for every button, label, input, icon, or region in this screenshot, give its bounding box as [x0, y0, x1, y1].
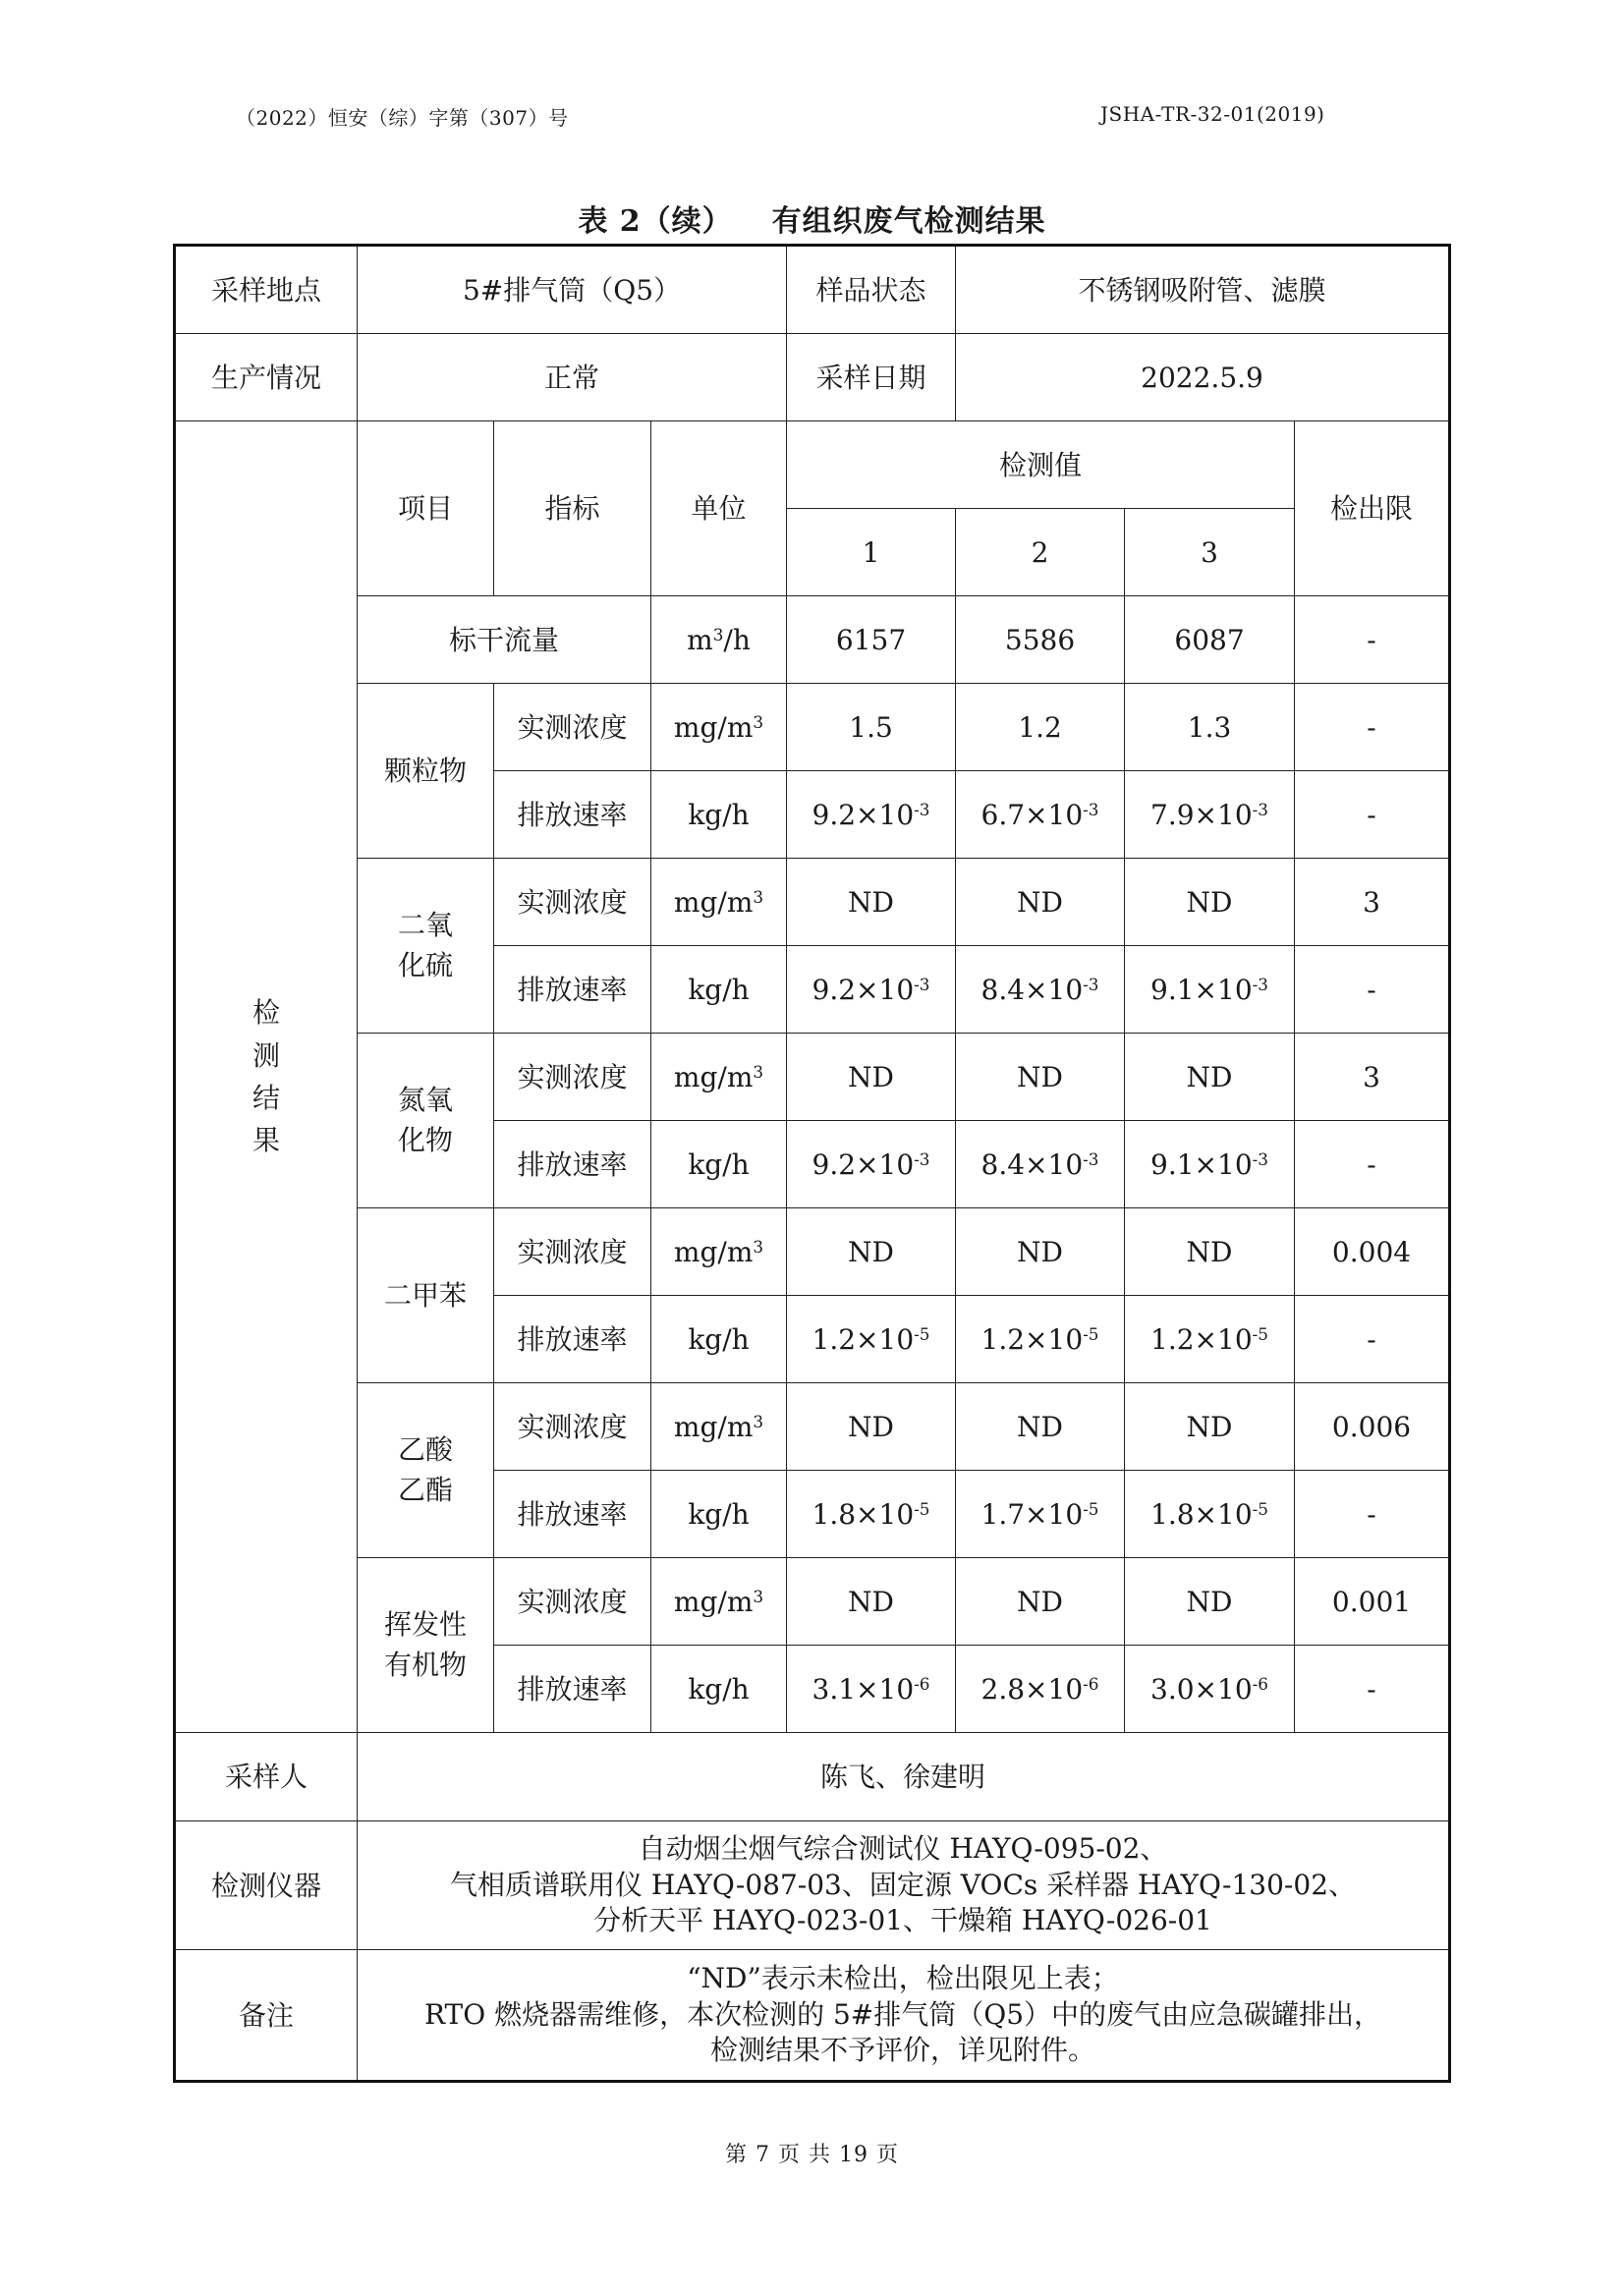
- limit: -: [1295, 684, 1450, 771]
- indicator-conc: 实测浓度: [494, 1383, 651, 1471]
- unit-rate: kg/h: [651, 771, 787, 859]
- unit-conc: $mg/m^3$: [651, 1208, 787, 1296]
- flow-v1: 6157: [787, 596, 956, 684]
- column-header-row-1: [175, 421, 1450, 509]
- unit-rate: kg/h: [651, 1471, 787, 1558]
- limit: -: [1295, 1646, 1450, 1733]
- value: ND: [787, 859, 956, 946]
- flow-unit: $m^3/h$: [651, 596, 787, 684]
- flow-v3: 6087: [1125, 596, 1295, 684]
- value: $9.1\times 10^{-3}$: [1125, 1121, 1295, 1208]
- sampler-label: 采样人: [175, 1733, 358, 1821]
- pollutant-name: 二甲苯: [358, 1208, 494, 1383]
- value: 1.2: [956, 684, 1125, 771]
- sample-state-value: 不锈钢吸附管、滤膜: [956, 246, 1450, 334]
- limit: -: [1295, 771, 1450, 859]
- limit: -: [1295, 1471, 1450, 1558]
- limit: -: [1295, 1121, 1450, 1208]
- value: $8.4\times 10^{-3}$: [956, 1121, 1125, 1208]
- value: ND: [1125, 1558, 1295, 1646]
- value: ND: [1125, 859, 1295, 946]
- remarks-label: 备注: [175, 1950, 358, 2082]
- value: $1.2\times 10^{-5}$: [1125, 1296, 1295, 1383]
- value: ND: [1125, 1208, 1295, 1296]
- value: ND: [956, 859, 1125, 946]
- value: $7.9\times 10^{-3}$: [1125, 771, 1295, 859]
- value: $8.4\times 10^{-3}$: [956, 946, 1125, 1034]
- sample-state-label: 样品状态: [787, 246, 956, 334]
- unit-rate: kg/h: [651, 946, 787, 1034]
- sampling-site-value: 5#排气筒（Q5）: [358, 246, 787, 334]
- indicator-conc: 实测浓度: [494, 1208, 651, 1296]
- indicator-rate: 排放速率: [494, 1296, 651, 1383]
- pollutant-name: 挥发性有机物: [358, 1558, 494, 1733]
- table-title-text: 有组织废气检测结果: [771, 204, 1046, 239]
- sampler-value: 陈飞、徐建明: [358, 1733, 1450, 1821]
- value: $9.2\times 10^{-3}$: [787, 946, 956, 1034]
- remarks-value: “ND”表示未检出，检出限见上表； RTO 燃烧器需维修，本次检测的 5#排气筒（Q5）中的废气由应急碳罐排出， 检测结果不予评价，详见附件。: [358, 1950, 1450, 2082]
- unit-conc: $mg/m^3$: [651, 1034, 787, 1121]
- pollutant-name: 二氧化硫: [358, 859, 494, 1034]
- value: $1.7\times 10^{-5}$: [956, 1471, 1125, 1558]
- pollutant-name: 氮氧化物: [358, 1034, 494, 1208]
- value: ND: [956, 1558, 1125, 1646]
- unit-conc: $mg/m^3$: [651, 1383, 787, 1471]
- limit: 3: [1295, 1034, 1450, 1121]
- value: $3.0\times 10^{-6}$: [1125, 1646, 1295, 1733]
- indicator-rate: 排放速率: [494, 946, 651, 1034]
- production-label: 生产情况: [175, 334, 358, 421]
- unit-rate: kg/h: [651, 1296, 787, 1383]
- sampling-date-label: 采样日期: [787, 334, 956, 421]
- col-m2: 2: [956, 509, 1125, 596]
- results-side-label: 检测结果: [175, 421, 358, 1733]
- sampling-site-label: 采样地点: [175, 246, 358, 334]
- value: $3.1\times 10^{-6}$: [787, 1646, 956, 1733]
- table-row: [175, 684, 1450, 771]
- flow-label: 标干流量: [358, 596, 651, 684]
- limit: 0.001: [1295, 1558, 1450, 1646]
- instruments-value: 自动烟尘烟气综合测试仪 HAYQ-095-02、 气相质谱联用仪 HAYQ-087-03、固定源 VOCs 采样器 HAYQ-130-02、 分析天平 HAYQ-023-01、干燥箱 HAYQ-026-01: [358, 1821, 1450, 1950]
- table-row: [175, 1034, 1450, 1121]
- limit: 3: [1295, 859, 1450, 946]
- unit-rate: kg/h: [651, 1121, 787, 1208]
- value: ND: [787, 1208, 956, 1296]
- instruments-label: 检测仪器: [175, 1821, 358, 1950]
- value: ND: [787, 1383, 956, 1471]
- form-code: JSHA-TR-32-01(2019): [1100, 102, 1325, 126]
- table-title-number: 表 2（续）: [578, 204, 733, 239]
- pollutant-name: 颗粒物: [358, 684, 494, 859]
- limit: 0.004: [1295, 1208, 1450, 1296]
- unit-rate: kg/h: [651, 1646, 787, 1733]
- report-number: （2022）恒安（综）字第（307）号: [236, 106, 569, 130]
- flow-v2: 5586: [956, 596, 1125, 684]
- indicator-conc: 实测浓度: [494, 859, 651, 946]
- value: $1.2\times 10^{-5}$: [787, 1296, 956, 1383]
- limit: -: [1295, 1296, 1450, 1383]
- col-m3: 3: [1125, 509, 1295, 596]
- unit-conc: $mg/m^3$: [651, 684, 787, 771]
- unit-conc: $mg/m^3$: [651, 1558, 787, 1646]
- indicator-rate: 排放速率: [494, 1121, 651, 1208]
- value: $1.2\times 10^{-5}$: [956, 1296, 1125, 1383]
- col-measured: 检测值: [787, 421, 1295, 509]
- value: ND: [1125, 1034, 1295, 1121]
- value: $9.2\times 10^{-3}$: [787, 771, 956, 859]
- production-value: 正常: [358, 334, 787, 421]
- col-indicator: 指标: [494, 421, 651, 596]
- page-number: 第 7 页 共 19 页: [725, 2143, 899, 2167]
- indicator-conc: 实测浓度: [494, 684, 651, 771]
- col-m1: 1: [787, 509, 956, 596]
- value: $9.1\times 10^{-3}$: [1125, 946, 1295, 1034]
- unit-conc: $mg/m^3$: [651, 859, 787, 946]
- sampling-date-value: 2022.5.9: [956, 334, 1450, 421]
- table-row: [175, 859, 1450, 946]
- value: $6.7\times 10^{-3}$: [956, 771, 1125, 859]
- info-row-1: [175, 246, 1450, 334]
- value: ND: [956, 1034, 1125, 1121]
- results-table: [173, 244, 1451, 2083]
- table-title: [0, 196, 1624, 240]
- col-unit: 单位: [651, 421, 787, 596]
- flow-row: [175, 596, 1450, 684]
- value: 1.5: [787, 684, 956, 771]
- limit: -: [1295, 946, 1450, 1034]
- pollutant-name: 乙酸乙酯: [358, 1383, 494, 1558]
- value: 1.3: [1125, 684, 1295, 771]
- value: ND: [787, 1558, 956, 1646]
- instruments-row: [175, 1821, 1450, 1950]
- table-row: [175, 1383, 1450, 1471]
- value: ND: [1125, 1383, 1295, 1471]
- value: ND: [956, 1383, 1125, 1471]
- indicator-rate: 排放速率: [494, 1646, 651, 1733]
- info-row-2: [175, 334, 1450, 421]
- value: ND: [787, 1034, 956, 1121]
- indicator-rate: 排放速率: [494, 1471, 651, 1558]
- sampler-row: [175, 1733, 1450, 1821]
- value: $9.2\times 10^{-3}$: [787, 1121, 956, 1208]
- value: ND: [956, 1208, 1125, 1296]
- col-limit: 检出限: [1295, 421, 1450, 596]
- indicator-conc: 实测浓度: [494, 1558, 651, 1646]
- col-item: 项目: [358, 421, 494, 596]
- flow-limit: -: [1295, 596, 1450, 684]
- table-row: [175, 1558, 1450, 1646]
- value: $1.8\times 10^{-5}$: [787, 1471, 956, 1558]
- table-row: [175, 1208, 1450, 1296]
- remarks-row: [175, 1950, 1450, 2082]
- indicator-rate: 排放速率: [494, 771, 651, 859]
- indicator-conc: 实测浓度: [494, 1034, 651, 1121]
- value: $1.8\times 10^{-5}$: [1125, 1471, 1295, 1558]
- value: $2.8\times 10^{-6}$: [956, 1646, 1125, 1733]
- limit: 0.006: [1295, 1383, 1450, 1471]
